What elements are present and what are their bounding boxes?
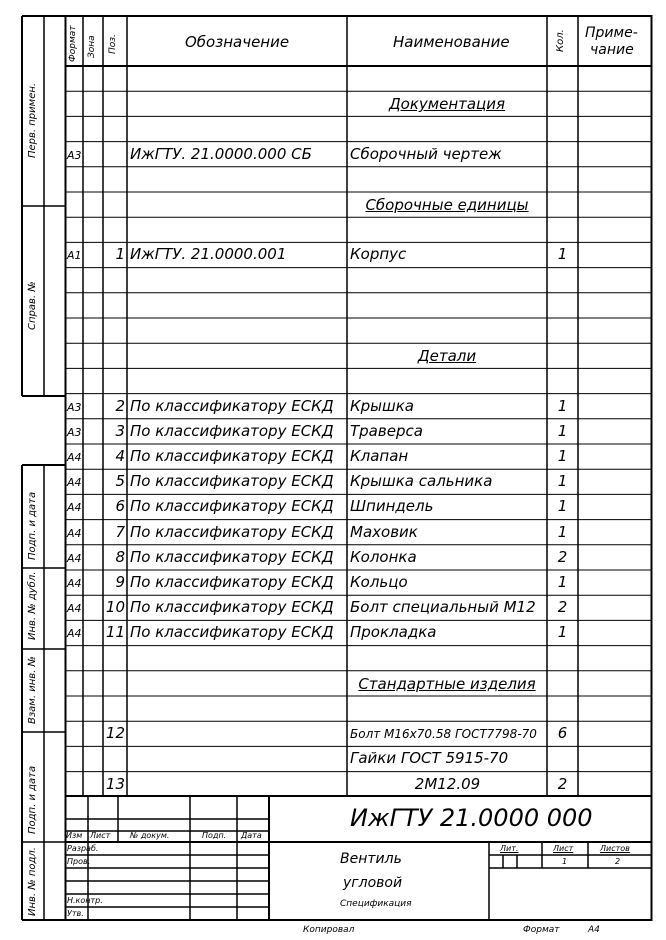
tb-razrab: Разраб.: [67, 844, 99, 853]
tb-prov: Пров.: [67, 857, 91, 866]
cell-pos: 2: [115, 396, 125, 415]
header-designation: Обозначение: [185, 33, 290, 51]
cell-name: Клапан: [350, 447, 409, 465]
cell-format: А4: [67, 526, 82, 540]
cell-designation: По классификатору ЕСКД: [130, 497, 334, 516]
footer-copied: Копировал: [303, 925, 355, 935]
header-pos: Поз.: [108, 34, 118, 54]
cell-qty: 1: [557, 623, 568, 642]
cell-qty: 1: [557, 497, 568, 516]
tb-n-kontr: Н.контр.: [67, 896, 103, 905]
product-name-line2: угловой: [343, 875, 403, 891]
cell-pos: 11: [105, 623, 125, 642]
side-podp-data-1: Подп. и дата: [27, 491, 38, 560]
cell-format: А3: [67, 400, 82, 414]
cell-name: Крышка: [350, 396, 414, 415]
cell-format: А3: [67, 148, 82, 162]
cell-qty: 2: [557, 547, 568, 566]
footer-format-value: А4: [588, 925, 600, 935]
cell-format: А3: [67, 425, 82, 439]
tb-lit-label: Лит.: [500, 844, 519, 853]
tb-sheet-label: Лист: [553, 844, 574, 853]
cell-designation: По классификатору ЕСКД: [130, 396, 334, 415]
tb-list: Лист: [90, 831, 111, 840]
cell-name: Сборочный чертеж: [350, 144, 502, 163]
tb-podp: Подп.: [202, 831, 227, 840]
cell-format: А4: [67, 451, 82, 464]
cell-name: Колонка: [350, 547, 417, 566]
side-perv-primen: Перв. примен.: [27, 82, 38, 158]
cell-name: Маховик: [350, 522, 418, 541]
cell-name: Корпус: [350, 245, 407, 264]
section-heading: Документация: [388, 95, 506, 114]
cell-pos: 7: [115, 522, 125, 541]
cell-format: А4: [67, 577, 82, 590]
product-name-line1: Вентиль: [340, 851, 402, 867]
side-podp-data-2: Подп. и дата: [27, 765, 38, 834]
cell-qty: 6: [557, 724, 568, 743]
cell-designation: По классификатору ЕСКД: [130, 623, 334, 642]
cell-name: Гайки ГОСТ 5915-70: [350, 749, 509, 768]
cell-name: Крышка сальника: [350, 472, 493, 491]
cell-pos: 10: [105, 598, 125, 617]
cell-format: А4: [67, 602, 82, 616]
cell-name: Шпиндель: [350, 497, 434, 516]
section-heading: Сборочные единицы: [365, 196, 529, 214]
header-qty: Кол.: [555, 29, 566, 52]
cell-qty: 1: [557, 573, 568, 591]
tb-doc-no: № докум.: [130, 831, 170, 840]
doc-code: ИжГТУ 21.0000 000: [350, 804, 593, 832]
cell-qty: 1: [557, 245, 568, 264]
cell-format: А4: [67, 501, 82, 515]
side-inv-dubl: Инв. № дубл.: [27, 571, 38, 640]
cell-pos: 3: [115, 421, 125, 440]
tb-data: Дата: [241, 831, 262, 840]
header-note-line1: Приме-: [585, 25, 638, 41]
cell-designation: По классификатору ЕСКД: [130, 421, 334, 440]
cell-pos: 13: [105, 774, 125, 793]
cell-designation: По классификатору ЕСКД: [130, 522, 334, 541]
cell-designation: По классификатору ЕСКД: [130, 573, 334, 591]
cell-designation: По классификатору ЕСКД: [130, 472, 334, 491]
cell-format: А4: [67, 476, 82, 490]
cell-pos: 6: [115, 497, 125, 516]
side-vzam-inv: Взам. инв. №: [27, 656, 38, 724]
cell-designation: ИжГТУ. 21.0000.000 СБ: [130, 144, 312, 163]
cell-qty: 2: [557, 598, 568, 617]
cell-qty: 1: [557, 472, 568, 491]
cell-pos: 12: [105, 724, 125, 743]
cell-pos: 4: [115, 447, 125, 465]
tb-sheets-label: Листов: [600, 844, 630, 853]
tb-sheets-total: 2: [615, 857, 621, 866]
side-sprav-no: Справ. №: [27, 281, 38, 330]
header-note-line2: чание: [590, 42, 634, 58]
side-inv-podl: Инв. № подл.: [27, 847, 38, 916]
header-format: Формат: [68, 25, 78, 62]
cell-designation: По классификатору ЕСКД: [130, 447, 334, 465]
cell-name: Прокладка: [350, 623, 437, 642]
tb-izm: Изм: [66, 831, 83, 840]
doc-type: Спецификация: [340, 899, 412, 909]
cell-name: Болт специальный М12: [350, 598, 536, 617]
cell-name: Болт М16х70.58 ГОСТ7798-70: [350, 727, 537, 742]
tb-sheet-no: 1: [562, 857, 568, 866]
header-name: Наименование: [393, 33, 510, 51]
cell-pos: 1: [115, 245, 125, 264]
footer-format-label: Формат: [523, 925, 560, 935]
section-heading: Детали: [417, 347, 477, 366]
cell-qty: 2: [557, 774, 568, 793]
cell-format: А4: [67, 627, 82, 641]
cell-designation: По классификатору ЕСКД: [130, 547, 334, 566]
cell-name: Кольцо: [350, 573, 408, 591]
cell-designation: По классификатору ЕСКД: [130, 598, 334, 617]
cell-pos: 9: [115, 573, 125, 591]
cell-name: 2М12.09: [414, 774, 481, 793]
cell-pos: 8: [115, 547, 125, 566]
cell-qty: 1: [557, 396, 568, 415]
cell-format: А4: [67, 551, 82, 565]
cell-qty: 1: [557, 522, 568, 541]
tb-utv: Утв.: [67, 909, 84, 918]
cell-format: А1: [67, 249, 82, 263]
section-heading: Стандартные изделия: [358, 674, 536, 693]
cell-qty: 1: [557, 421, 568, 440]
cell-pos: 5: [115, 472, 125, 491]
cell-qty: 1: [557, 447, 568, 465]
cell-name: Траверса: [350, 421, 423, 440]
header-zone: Зона: [87, 35, 97, 58]
cell-designation: ИжГТУ. 21.0000.001: [130, 245, 287, 264]
